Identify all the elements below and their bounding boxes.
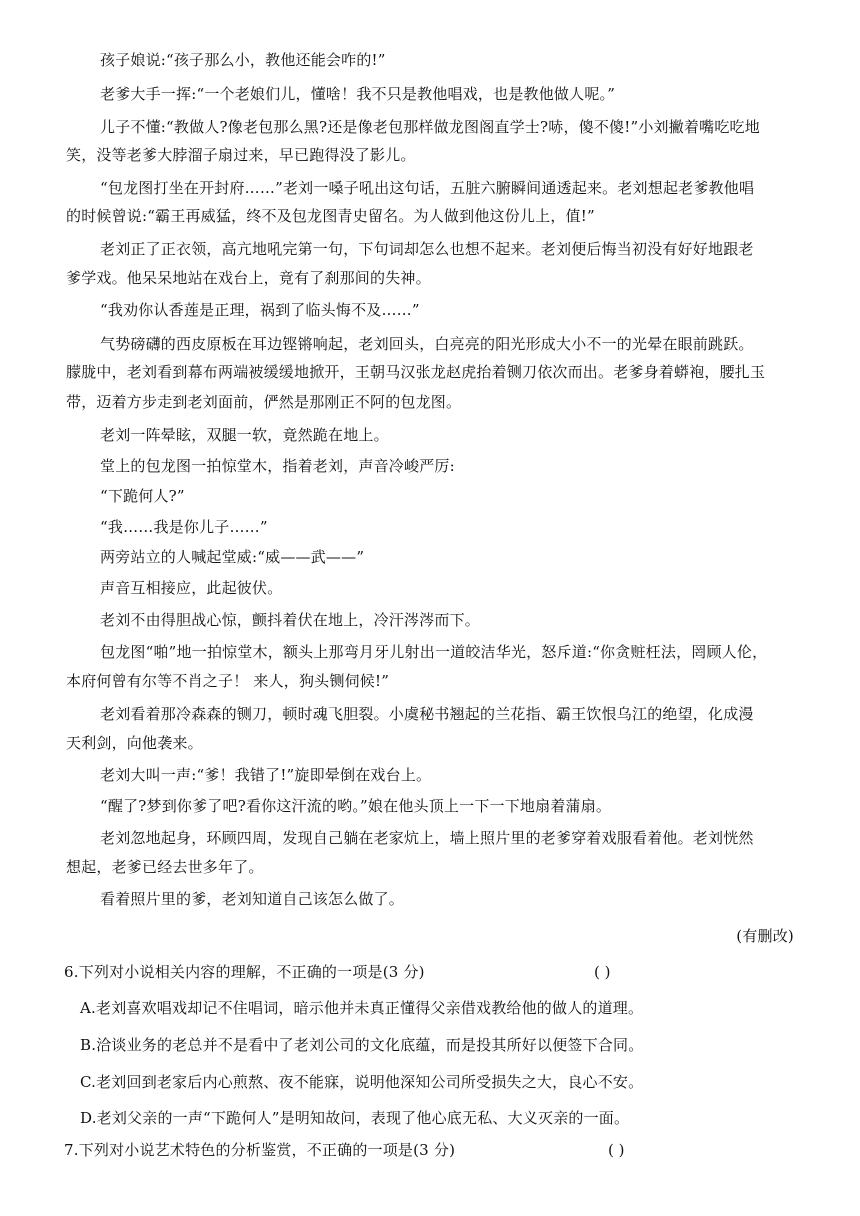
passage-line: 气势磅礴的西皮原板在耳边铿锵响起，老刘回头，白亮亮的阳光形成大小不一的光晕在眼前跳跃。 (100, 335, 754, 353)
passage-line: 包龙图“啪”地一拍惊堂木，额头上那弯月牙儿射出一道皎洁华光，怒斥道:“你贪赃枉法，罔顾人伦， (100, 643, 768, 661)
question-6-option-b[interactable]: B.洽谈业务的老总并不是看中了老刘公司的文化底蕴，而是投其所好以便签下合同。 (80, 1036, 644, 1054)
passage-line: 朦胧中，老刘看到幕布两端被缓缓地掀开，王朝马汉张龙赵虎抬着铡刀依次而出。老爹身着蟒袍，腰扎玉 (66, 363, 766, 381)
passage-line: “我……我是你儿子……” (100, 518, 268, 536)
question-7-stem: 7.下列对小说艺术特色的分析鉴赏，不正确的一项是(3 分) (64, 1141, 456, 1159)
question-6-option-d[interactable]: D.老刘父亲的一声“下跪何人”是明知故问，表现了他心底无私、大义灭亲的一面。 (80, 1109, 630, 1127)
passage-line: 老刘一阵晕眩，双腿一软，竟然跪在地上。 (100, 426, 389, 444)
passage-line: 本府何曾有尔等不肖之子！ 来人，狗头铡伺候!” (66, 672, 390, 690)
passage-line: 老爹大手一挥:“一个老娘们儿，懂啥！我不只是教他唱戏，也是教他做人呢。” (100, 85, 616, 103)
passage-line: 老刘大叫一声:“爹！我错了!”旋即晕倒在戏台上。 (100, 766, 432, 784)
question-6-answer-paren[interactable]: ( ) (594, 963, 611, 981)
passage-line: 两旁站立的人喊起堂威:“威——武——” (100, 548, 365, 566)
passage-line: 带，迈着方步走到老刘面前，俨然是那刚正不阿的包龙图。 (66, 393, 462, 411)
passage-line: “包龙图打坐在开封府……”老刘一嗓子吼出这句话，五脏六腑瞬间通透起来。老刘想起老爹教他唱 (100, 179, 755, 197)
passage-line: 老刘忽地起身，环顾四周，发现自己躺在老家炕上，墙上照片里的老爹穿着戏服看着他。老刘恍然 (100, 829, 754, 847)
passage-line: “下跪何人?” (100, 487, 185, 505)
source-note: (有删改) (736, 927, 794, 945)
passage-line: 孩子娘说:“孩子那么小，教他还能会咋的!” (100, 51, 386, 69)
passage-line: 看着照片里的爹，老刘知道自己该怎么做了。 (100, 890, 405, 908)
passage-line: 儿子不懂:“教做人?像老包那么黑?还是像老包那样做龙图阁直学士?哧，傻不傻!”小刘撇着嘴吃吃地 (100, 118, 760, 136)
passage-line: 爹学戏。他呆呆地站在戏台上，竟有了刹那间的失神。 (66, 269, 431, 287)
passage-line: 笑，没等老爹大脖溜子扇过来，早已跑得没了影儿。 (66, 146, 416, 164)
passage-line: 想起，老爹已经去世多年了。 (66, 858, 264, 876)
passage-line: 天利剑，向他袭来。 (66, 734, 203, 752)
passage-line: 老刘看着那冷森森的铡刀，顿时魂飞胆裂。小虞秘书翘起的兰花指、霸王饮恨乌江的绝望，化成漫 (100, 705, 754, 723)
passage-line: “醒了?梦到你爹了吧?看你这汗流的哟。”娘在他头顶上一下一下地扇着蒲扇。 (100, 797, 612, 815)
question-7-answer-paren[interactable]: ( ) (608, 1141, 625, 1159)
question-6-option-a[interactable]: A.老刘喜欢唱戏却记不住唱词，暗示他并未真正懂得父亲借戏教给他的做人的道理。 (80, 999, 644, 1017)
passage-line: 堂上的包龙图一拍惊堂木，指着老刘，声音冷峻严厉: (100, 457, 455, 475)
passage-line: 声音互相接应，此起彼伏。 (100, 579, 283, 597)
passage-line: 老刘不由得胆战心惊，颤抖着伏在地上，冷汗涔涔而下。 (100, 611, 481, 629)
question-6-stem: 6.下列对小说相关内容的理解，不正确的一项是(3 分) (64, 963, 425, 981)
passage-line: 的时候曾说:“霸王再威猛，终不及包龙图青史留名。为人做到他这份儿上，值!” (66, 207, 595, 225)
question-6-option-c[interactable]: C.老刘回到老家后内心煎熬、夜不能寐，说明他深知公司所受损失之大，良心不安。 (80, 1073, 644, 1091)
passage-line: 老刘正了正衣领，高亢地吼完第一句，下句词却怎么也想不起来。老刘便后悔当初没有好好地跟老 (100, 240, 754, 258)
passage-line: “我劝你认香莲是正理，祸到了临头悔不及……” (100, 301, 420, 319)
